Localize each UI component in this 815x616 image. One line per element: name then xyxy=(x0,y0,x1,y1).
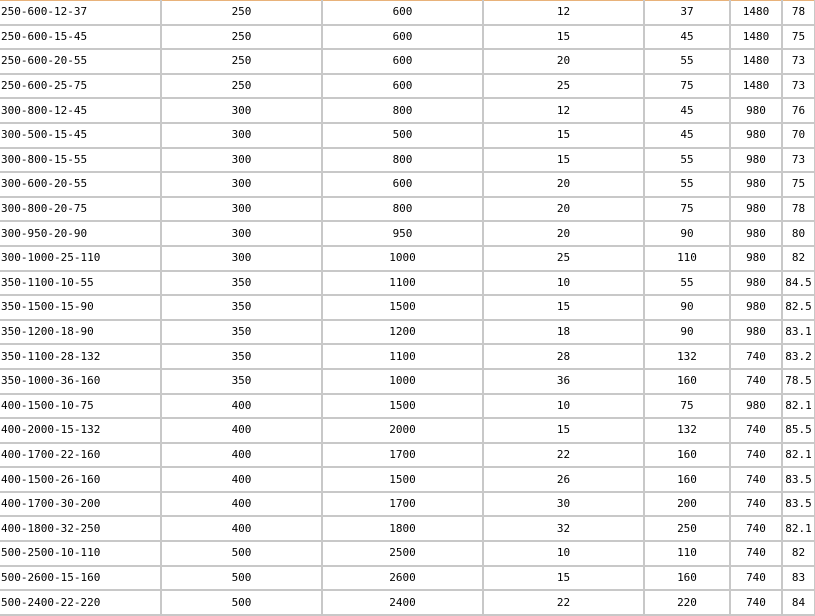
col-2-cell: 350 xyxy=(161,320,322,345)
table-row xyxy=(0,271,815,296)
col-2-cell: 400 xyxy=(161,467,322,492)
col-2-cell: 400 xyxy=(161,443,322,468)
model-cell: 250-600-15-45 xyxy=(0,25,161,50)
col-4-cell: 10 xyxy=(483,271,644,296)
model-cell: 300-800-20-75 xyxy=(0,197,161,222)
model-cell: 400-2000-15-132 xyxy=(0,418,161,443)
col-4-cell: 20 xyxy=(483,221,644,246)
col-2-cell: 400 xyxy=(161,492,322,517)
col-4-cell: 25 xyxy=(483,74,644,99)
col-6-cell: 980 xyxy=(730,246,782,271)
col-5-cell: 110 xyxy=(644,246,730,271)
col-7-cell: 70 xyxy=(782,123,815,148)
col-6-cell: 740 xyxy=(730,566,782,591)
col-5-cell: 160 xyxy=(644,566,730,591)
col-7-cell: 78 xyxy=(782,1,815,25)
col-7-cell: 83.2 xyxy=(782,344,815,369)
model-cell: 350-1200-18-90 xyxy=(0,320,161,345)
col-6-cell: 1480 xyxy=(730,74,782,99)
col-5-cell: 90 xyxy=(644,221,730,246)
col-4-cell: 28 xyxy=(483,344,644,369)
col-6-cell: 980 xyxy=(730,123,782,148)
table-row xyxy=(0,221,815,246)
col-3-cell: 600 xyxy=(322,1,483,25)
col-7-cell: 73 xyxy=(782,148,815,173)
col-2-cell: 250 xyxy=(161,25,322,50)
col-7-cell: 82.5 xyxy=(782,295,815,320)
col-3-cell: 500 xyxy=(322,123,483,148)
col-3-cell: 1000 xyxy=(322,369,483,394)
col-6-cell: 980 xyxy=(730,221,782,246)
table-row xyxy=(0,516,815,541)
col-2-cell: 400 xyxy=(161,394,322,419)
col-4-cell: 32 xyxy=(483,516,644,541)
col-3-cell: 1700 xyxy=(322,492,483,517)
col-7-cell: 82.1 xyxy=(782,394,815,419)
col-2-cell: 400 xyxy=(161,418,322,443)
model-cell: 350-1000-36-160 xyxy=(0,369,161,394)
col-6-cell: 740 xyxy=(730,467,782,492)
col-2-cell: 350 xyxy=(161,369,322,394)
col-4-cell: 36 xyxy=(483,369,644,394)
col-6-cell: 740 xyxy=(730,418,782,443)
col-7-cell: 83.5 xyxy=(782,467,815,492)
col-5-cell: 90 xyxy=(644,295,730,320)
model-cell: 300-500-15-45 xyxy=(0,123,161,148)
table-row xyxy=(0,197,815,222)
col-6-cell: 980 xyxy=(730,98,782,123)
col-6-cell: 980 xyxy=(730,172,782,197)
col-6-cell: 1480 xyxy=(730,49,782,74)
table-row xyxy=(0,98,815,123)
col-2-cell: 300 xyxy=(161,221,322,246)
col-5-cell: 160 xyxy=(644,467,730,492)
col-2-cell: 350 xyxy=(161,295,322,320)
col-4-cell: 20 xyxy=(483,49,644,74)
col-3-cell: 1500 xyxy=(322,295,483,320)
col-5-cell: 75 xyxy=(644,394,730,419)
table-row xyxy=(0,123,815,148)
col-3-cell: 1800 xyxy=(322,516,483,541)
table-row xyxy=(0,1,815,25)
table-row xyxy=(0,467,815,492)
col-6-cell: 740 xyxy=(730,369,782,394)
col-6-cell: 980 xyxy=(730,148,782,173)
col-2-cell: 300 xyxy=(161,148,322,173)
table-row xyxy=(0,492,815,517)
col-2-cell: 250 xyxy=(161,1,322,25)
model-cell: 250-600-12-37 xyxy=(0,1,161,25)
model-cell: 350-1100-28-132 xyxy=(0,344,161,369)
col-4-cell: 15 xyxy=(483,123,644,148)
col-4-cell: 22 xyxy=(483,590,644,615)
table-row xyxy=(0,541,815,566)
col-4-cell: 15 xyxy=(483,25,644,50)
col-3-cell: 600 xyxy=(322,25,483,50)
model-cell: 250-600-25-75 xyxy=(0,74,161,99)
table-row xyxy=(0,295,815,320)
col-3-cell: 800 xyxy=(322,98,483,123)
model-cell: 300-950-20-90 xyxy=(0,221,161,246)
col-3-cell: 800 xyxy=(322,148,483,173)
col-7-cell: 84 xyxy=(782,590,815,615)
col-5-cell: 45 xyxy=(644,98,730,123)
col-6-cell: 740 xyxy=(730,516,782,541)
model-cell: 400-1700-22-160 xyxy=(0,443,161,468)
col-2-cell: 500 xyxy=(161,566,322,591)
col-5-cell: 250 xyxy=(644,516,730,541)
model-cell: 300-1000-25-110 xyxy=(0,246,161,271)
table-row xyxy=(0,246,815,271)
col-5-cell: 55 xyxy=(644,172,730,197)
col-6-cell: 980 xyxy=(730,271,782,296)
col-2-cell: 500 xyxy=(161,590,322,615)
col-3-cell: 1000 xyxy=(322,246,483,271)
col-6-cell: 980 xyxy=(730,197,782,222)
col-2-cell: 300 xyxy=(161,246,322,271)
col-5-cell: 200 xyxy=(644,492,730,517)
col-5-cell: 37 xyxy=(644,1,730,25)
model-cell: 350-1100-10-55 xyxy=(0,271,161,296)
col-5-cell: 132 xyxy=(644,418,730,443)
col-7-cell: 80 xyxy=(782,221,815,246)
col-4-cell: 30 xyxy=(483,492,644,517)
col-6-cell: 980 xyxy=(730,295,782,320)
col-4-cell: 18 xyxy=(483,320,644,345)
col-3-cell: 2500 xyxy=(322,541,483,566)
table-row xyxy=(0,148,815,173)
col-7-cell: 73 xyxy=(782,49,815,74)
col-2-cell: 350 xyxy=(161,271,322,296)
col-3-cell: 2400 xyxy=(322,590,483,615)
col-2-cell: 500 xyxy=(161,541,322,566)
col-3-cell: 2600 xyxy=(322,566,483,591)
col-7-cell: 75 xyxy=(782,25,815,50)
col-5-cell: 55 xyxy=(644,271,730,296)
col-5-cell: 55 xyxy=(644,148,730,173)
col-2-cell: 300 xyxy=(161,172,322,197)
col-4-cell: 12 xyxy=(483,98,644,123)
col-7-cell: 84.5 xyxy=(782,271,815,296)
col-2-cell: 250 xyxy=(161,74,322,99)
col-2-cell: 300 xyxy=(161,197,322,222)
col-6-cell: 740 xyxy=(730,344,782,369)
col-3-cell: 2000 xyxy=(322,418,483,443)
col-4-cell: 15 xyxy=(483,295,644,320)
model-cell: 400-1500-26-160 xyxy=(0,467,161,492)
model-cell: 350-1500-15-90 xyxy=(0,295,161,320)
table-row xyxy=(0,320,815,345)
col-5-cell: 160 xyxy=(644,369,730,394)
col-6-cell: 740 xyxy=(730,590,782,615)
col-7-cell: 82 xyxy=(782,246,815,271)
model-cell: 250-600-20-55 xyxy=(0,49,161,74)
model-cell: 400-1700-30-200 xyxy=(0,492,161,517)
model-cell: 300-800-12-45 xyxy=(0,98,161,123)
col-4-cell: 10 xyxy=(483,541,644,566)
col-7-cell: 82.1 xyxy=(782,443,815,468)
col-3-cell: 1700 xyxy=(322,443,483,468)
col-6-cell: 740 xyxy=(730,443,782,468)
table-row xyxy=(0,369,815,394)
col-5-cell: 132 xyxy=(644,344,730,369)
table-row xyxy=(0,566,815,591)
spec-table-body xyxy=(0,1,815,615)
col-2-cell: 300 xyxy=(161,98,322,123)
model-cell: 400-1800-32-250 xyxy=(0,516,161,541)
col-2-cell: 400 xyxy=(161,516,322,541)
col-3-cell: 1100 xyxy=(322,344,483,369)
model-cell: 400-1500-10-75 xyxy=(0,394,161,419)
col-7-cell: 82 xyxy=(782,541,815,566)
col-7-cell: 78.5 xyxy=(782,369,815,394)
col-3-cell: 1500 xyxy=(322,394,483,419)
col-5-cell: 45 xyxy=(644,25,730,50)
col-4-cell: 20 xyxy=(483,197,644,222)
table-row xyxy=(0,25,815,50)
model-cell: 500-2500-10-110 xyxy=(0,541,161,566)
col-7-cell: 82.1 xyxy=(782,516,815,541)
col-4-cell: 15 xyxy=(483,566,644,591)
col-3-cell: 600 xyxy=(322,172,483,197)
col-6-cell: 740 xyxy=(730,492,782,517)
model-cell: 500-2600-15-160 xyxy=(0,566,161,591)
col-5-cell: 75 xyxy=(644,197,730,222)
col-6-cell: 980 xyxy=(730,320,782,345)
col-4-cell: 10 xyxy=(483,394,644,419)
col-6-cell: 1480 xyxy=(730,1,782,25)
col-6-cell: 1480 xyxy=(730,25,782,50)
col-5-cell: 220 xyxy=(644,590,730,615)
col-7-cell: 85.5 xyxy=(782,418,815,443)
model-cell: 500-2400-22-220 xyxy=(0,590,161,615)
col-4-cell: 26 xyxy=(483,467,644,492)
col-4-cell: 22 xyxy=(483,443,644,468)
col-2-cell: 250 xyxy=(161,49,322,74)
col-7-cell: 83.5 xyxy=(782,492,815,517)
col-3-cell: 600 xyxy=(322,49,483,74)
col-6-cell: 740 xyxy=(730,541,782,566)
table-row xyxy=(0,443,815,468)
model-cell: 300-600-20-55 xyxy=(0,172,161,197)
col-7-cell: 83 xyxy=(782,566,815,591)
col-5-cell: 160 xyxy=(644,443,730,468)
table-row xyxy=(0,394,815,419)
col-4-cell: 25 xyxy=(483,246,644,271)
col-4-cell: 15 xyxy=(483,148,644,173)
col-7-cell: 75 xyxy=(782,172,815,197)
table-row xyxy=(0,74,815,99)
col-3-cell: 1500 xyxy=(322,467,483,492)
model-cell: 300-800-15-55 xyxy=(0,148,161,173)
col-4-cell: 12 xyxy=(483,1,644,25)
table-row xyxy=(0,418,815,443)
col-5-cell: 90 xyxy=(644,320,730,345)
col-2-cell: 300 xyxy=(161,123,322,148)
col-7-cell: 83.1 xyxy=(782,320,815,345)
table-row xyxy=(0,590,815,615)
col-3-cell: 600 xyxy=(322,74,483,99)
col-7-cell: 76 xyxy=(782,98,815,123)
col-3-cell: 800 xyxy=(322,197,483,222)
col-3-cell: 1200 xyxy=(322,320,483,345)
col-7-cell: 73 xyxy=(782,74,815,99)
col-5-cell: 75 xyxy=(644,74,730,99)
col-5-cell: 55 xyxy=(644,49,730,74)
table-row xyxy=(0,344,815,369)
col-4-cell: 15 xyxy=(483,418,644,443)
col-3-cell: 950 xyxy=(322,221,483,246)
col-4-cell: 20 xyxy=(483,172,644,197)
table-row xyxy=(0,172,815,197)
col-5-cell: 45 xyxy=(644,123,730,148)
col-7-cell: 78 xyxy=(782,197,815,222)
col-2-cell: 350 xyxy=(161,344,322,369)
col-5-cell: 110 xyxy=(644,541,730,566)
table-row xyxy=(0,49,815,74)
col-3-cell: 1100 xyxy=(322,271,483,296)
col-6-cell: 980 xyxy=(730,394,782,419)
